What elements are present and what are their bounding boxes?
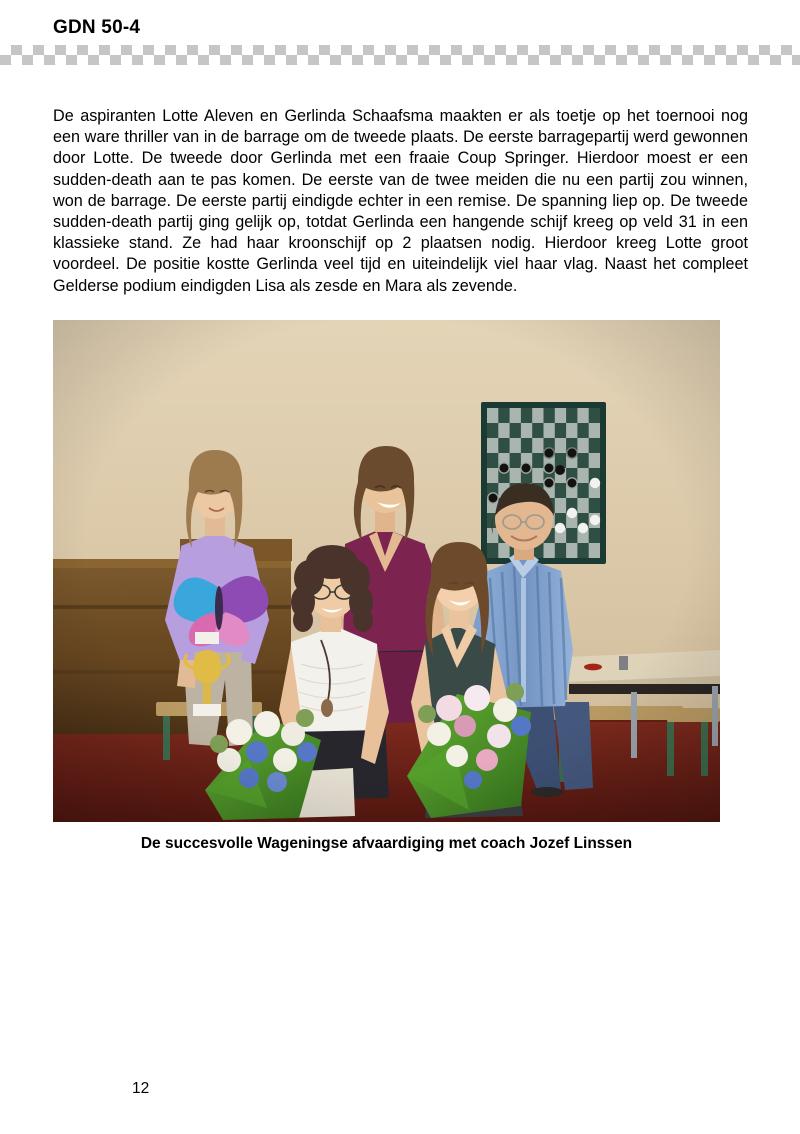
- page-header: [0, 0, 800, 72]
- header-checkerboard-rule: [0, 45, 800, 65]
- group-photo-illustration: [53, 320, 720, 822]
- article-paragraph: De aspiranten Lotte Aleven en Gerlinda Schaafsma maakten er als toetje op het toernooi nog een ware thriller van in de barrage om de tweede plaats. De eerste barragepartij werd gewonnen door Lotte. De tweede door Gerlinda met een fraaie Coup Springer. Hierdoor moest er een sudden-death aan te pas komen. De eerste van de twee meiden die nu een partij zou winnen, won de barrage. De eerste partij eindigde echter in een remise. De spanning liep op. De tweede sudden-death partij ging gelijk op, totdat Gerlinda een hangende schijf kreeg op veld 31 in een klassieke stand. Ze had haar kroonschijf op 2 plaatsen nodig. Hierdoor kreeg Lotte groot voordeel. De positie kostte Gerlinda veel tijd en uiteindelijk viel haar vlag. Naast het compleet Gelderse podium eindigden Lisa als zesde en Mara als zevende.: [53, 107, 748, 295]
- photo-figure: [53, 320, 720, 852]
- page-title: GDN 50-4: [53, 17, 141, 38]
- group-photo: [53, 320, 720, 822]
- article-body: [53, 106, 748, 297]
- photo-caption: De succesvolle Wageningse afvaardiging met coach Jozef Linssen: [140, 835, 633, 852]
- page-number: 12: [132, 1080, 150, 1097]
